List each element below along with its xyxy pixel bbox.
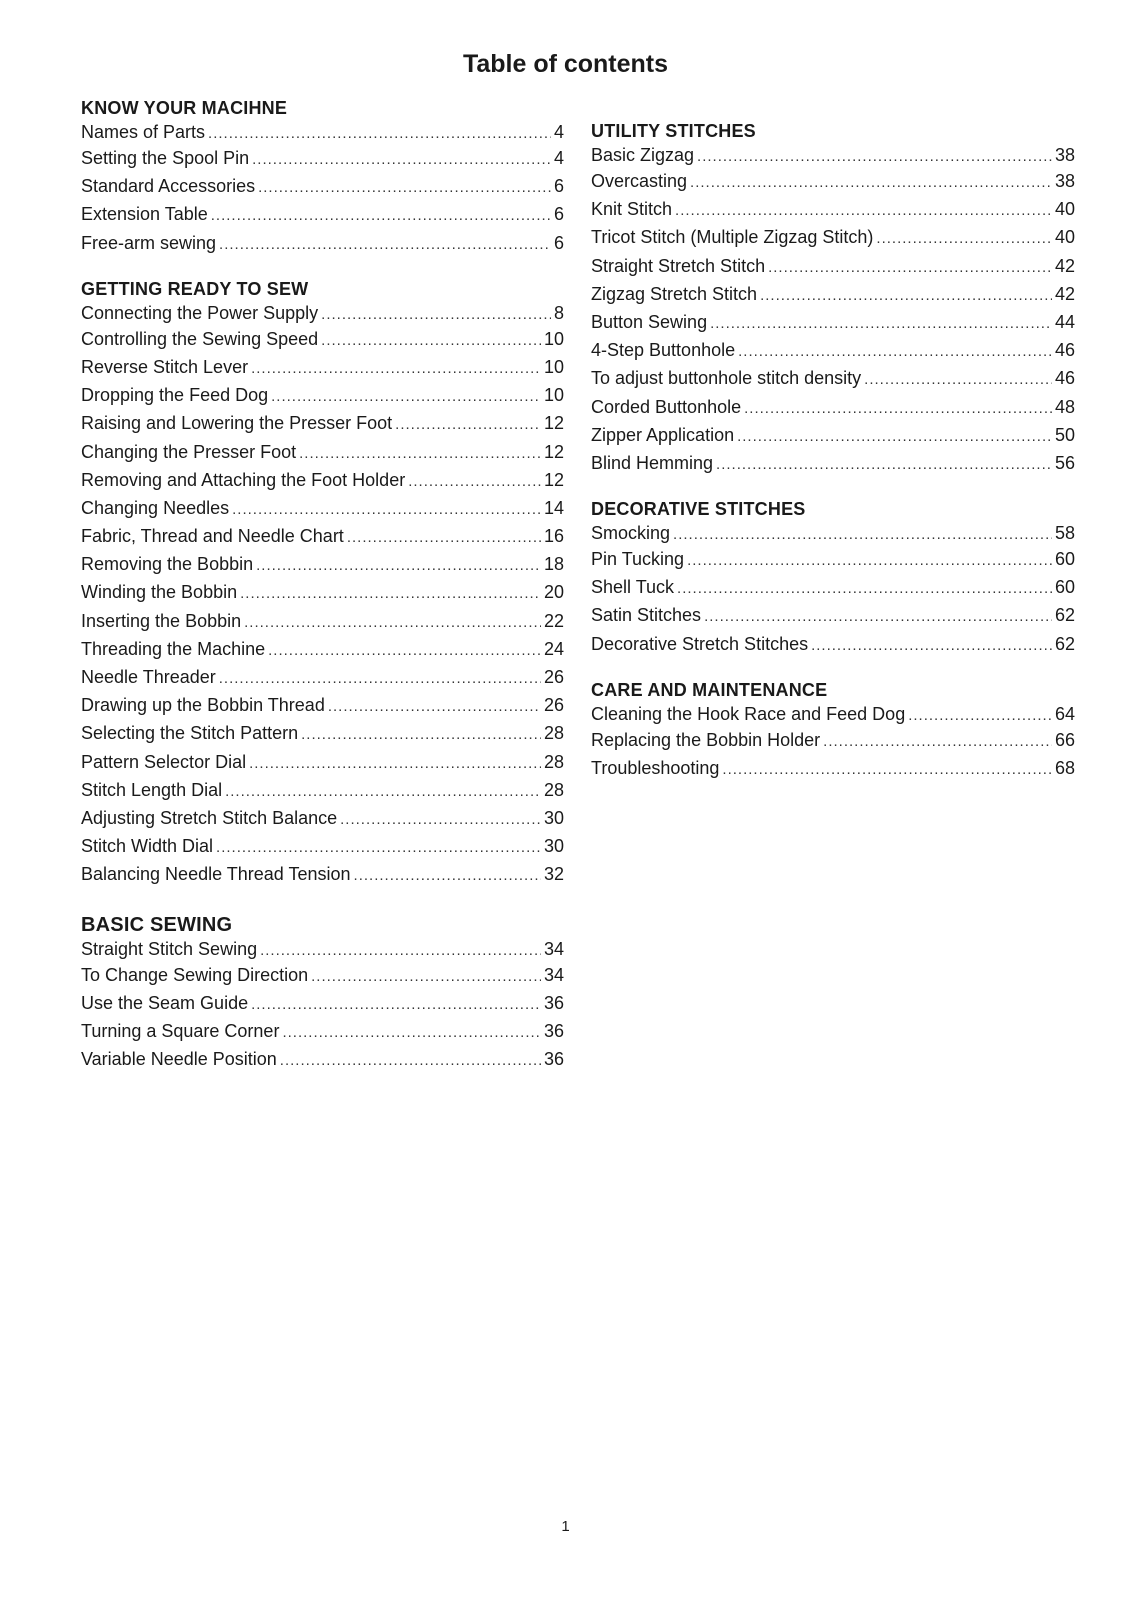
toc-entry[interactable]: [591, 449, 1075, 477]
entry-page: 42: [1054, 255, 1075, 276]
toc-entry[interactable]: [591, 545, 1075, 573]
dot-leader: [876, 225, 1052, 253]
entry-page: 34: [543, 938, 564, 959]
entry-page: 48: [1054, 396, 1075, 417]
section-heading: BASIC SEWING: [81, 913, 233, 936]
toc-entry[interactable]: [81, 550, 564, 578]
dot-leader: [299, 440, 541, 468]
toc-entry[interactable]: [81, 937, 564, 961]
entry-page: 6: [553, 232, 564, 253]
dot-leader: [768, 254, 1052, 282]
dot-leader: [271, 383, 541, 411]
entry-page: 30: [543, 836, 564, 857]
toc-entry[interactable]: [81, 353, 564, 381]
entry-title: Shell Tuck: [591, 577, 675, 598]
toc-entry[interactable]: [81, 381, 564, 409]
toc-entry[interactable]: [81, 144, 564, 172]
entry-page: 4: [553, 122, 564, 142]
entry-title: Knit Stitch: [591, 199, 673, 220]
entry-page: 10: [543, 356, 564, 377]
toc-entry[interactable]: [591, 630, 1075, 658]
dot-leader: [282, 1019, 541, 1047]
toc-section: [591, 678, 1075, 782]
dot-leader: [268, 637, 541, 665]
dot-leader: [240, 580, 541, 608]
entry-title: Free-arm sewing: [81, 232, 217, 253]
entry-title: Blind Hemming: [591, 452, 714, 473]
dot-leader: [823, 728, 1052, 756]
toc-entry[interactable]: [81, 466, 564, 494]
entry-title: Balancing Needle Thread Tension: [81, 864, 351, 885]
entry-page: 44: [1054, 311, 1075, 332]
toc-entry[interactable]: [591, 726, 1075, 754]
entry-title: Controlling the Sewing Speed: [81, 328, 319, 349]
entry-title: Pin Tucking: [591, 549, 685, 570]
entry-page: 64: [1054, 703, 1075, 724]
dot-leader: [244, 609, 541, 637]
entry-page: 28: [543, 751, 564, 772]
entry-page: 12: [543, 441, 564, 462]
entry-title: Troubleshooting: [591, 758, 720, 778]
entry-page: 6: [553, 176, 564, 197]
entry-page: 34: [543, 964, 564, 985]
dot-leader: [260, 939, 541, 963]
entry-page: 60: [1054, 577, 1075, 598]
entry-page: 26: [543, 667, 564, 687]
dot-leader: [716, 451, 1052, 479]
entry-title: Drawing up the Bobbin Thread: [81, 695, 325, 716]
entry-page: 46: [1054, 368, 1075, 389]
toc-entry[interactable]: [81, 578, 564, 606]
dot-leader: [208, 122, 551, 146]
toc-section: [591, 497, 1075, 658]
toc-entry[interactable]: [81, 776, 564, 804]
dot-leader: [408, 468, 541, 496]
toc-entry[interactable]: [81, 832, 564, 860]
dot-leader: [760, 282, 1052, 310]
dot-leader: [673, 523, 1052, 547]
entry-title: Dropping the Feed Dog: [81, 385, 269, 406]
toc-entry[interactable]: [591, 252, 1075, 280]
dot-leader: [311, 963, 541, 991]
toc-entry[interactable]: [81, 635, 564, 663]
entry-page: 62: [1054, 605, 1075, 626]
entry-title: Cleaning the Hook Race and Feed Dog: [591, 703, 906, 724]
entry-title: Adjusting Stretch Stitch Balance: [81, 807, 338, 828]
entry-title: Straight Stretch Stitch: [591, 255, 766, 276]
entry-title: Satin Stitches: [591, 605, 702, 626]
entry-title: Corded Buttonhole: [591, 396, 742, 417]
entry-page: 58: [1054, 523, 1075, 544]
entry-page: 40: [1054, 227, 1075, 248]
toc-entry[interactable]: [81, 301, 564, 325]
toc-entry[interactable]: [81, 229, 564, 257]
dot-leader: [737, 423, 1052, 451]
toc-entry[interactable]: [81, 172, 564, 200]
entry-page: 4: [553, 148, 564, 168]
entry-page: 20: [543, 582, 564, 603]
entry-title: Extension Table: [81, 204, 208, 225]
dot-leader: [216, 834, 541, 862]
dot-leader: [690, 169, 1052, 197]
entry-page: 16: [543, 526, 564, 547]
entry-page: 26: [543, 695, 564, 716]
entry-page: 8: [553, 302, 564, 323]
toc-entry[interactable]: [81, 691, 564, 719]
toc-entry[interactable]: [591, 754, 1075, 782]
dot-leader: [252, 146, 551, 174]
entry-page: 40: [1054, 199, 1075, 220]
entry-title: Inserting the Bobbin: [81, 610, 242, 631]
toc-left-column: [81, 96, 564, 1073]
entry-title: Changing the Presser Foot: [81, 441, 297, 462]
toc-entry[interactable]: [81, 607, 564, 635]
entry-title: Needle Threader: [81, 667, 216, 687]
dot-leader: [249, 750, 541, 778]
dot-leader: [219, 665, 541, 693]
dot-leader: [340, 806, 541, 834]
page-title: Table of contents: [462, 50, 669, 78]
entry-title: Turning a Square Corner: [81, 1020, 280, 1041]
entry-title: Raising and Lowering the Presser Foot: [81, 413, 393, 434]
toc-entry[interactable]: [591, 601, 1075, 629]
dot-leader: [710, 310, 1052, 338]
entry-title: 4-Step Buttonhole: [591, 340, 736, 361]
dot-leader: [258, 174, 551, 202]
toc-entry[interactable]: [591, 308, 1075, 336]
entry-title: Selecting the Stitch Pattern: [81, 723, 299, 744]
dot-leader: [251, 991, 541, 1019]
toc-entry[interactable]: [591, 143, 1075, 167]
toc-entry[interactable]: [81, 748, 564, 776]
dot-leader: [280, 1047, 541, 1075]
toc-section: [591, 119, 1075, 477]
toc-entry[interactable]: [81, 325, 564, 353]
entry-page: 28: [543, 779, 564, 800]
dot-leader: [347, 524, 541, 552]
toc-entry[interactable]: [81, 961, 564, 989]
entry-title: Threading the Machine: [81, 638, 266, 659]
section-heading: UTILITY STITCHES: [591, 121, 756, 141]
toc-entry[interactable]: [591, 573, 1075, 601]
entry-title: Overcasting: [591, 171, 688, 191]
entry-title: Winding the Bobbin: [81, 582, 238, 603]
dot-leader: [328, 693, 541, 721]
toc-entry[interactable]: [81, 409, 564, 437]
entry-title: Removing and Attaching the Foot Holder: [81, 469, 406, 490]
entry-title: Standard Accessories: [81, 176, 256, 197]
entry-title: To adjust buttonhole stitch density: [591, 368, 862, 389]
dot-leader: [677, 575, 1052, 603]
entry-page: 56: [1054, 452, 1075, 473]
entry-list: [81, 301, 564, 889]
section-heading: CARE AND MAINTENANCE: [591, 679, 828, 700]
toc-entry[interactable]: [81, 200, 564, 228]
entry-title: Removing the Bobbin: [81, 554, 254, 575]
entry-title: Button Sewing: [591, 311, 708, 332]
entry-page: 50: [1054, 424, 1075, 445]
toc-entry[interactable]: [591, 364, 1075, 392]
entry-list: [591, 702, 1075, 782]
toc-entry[interactable]: [81, 522, 564, 550]
toc-right-column: [591, 119, 1075, 782]
toc-section: [81, 913, 564, 1074]
toc-entry[interactable]: [81, 719, 564, 747]
toc-entry[interactable]: [591, 521, 1075, 545]
entry-list: [81, 120, 564, 257]
section-heading: GETTING READY TO SEW: [81, 278, 309, 299]
entry-page: 24: [543, 638, 564, 659]
entry-list: [81, 937, 564, 1074]
entry-title: Names of Parts: [81, 122, 206, 142]
dot-leader: [211, 202, 551, 230]
entry-title: Zigzag Stretch Stitch: [591, 283, 758, 304]
toc-entry[interactable]: [81, 1017, 564, 1045]
entry-page: 22: [543, 610, 564, 631]
entry-title: Fabric, Thread and Needle Chart: [81, 526, 344, 547]
entry-page: 46: [1054, 340, 1075, 361]
entry-page: 60: [1054, 549, 1075, 570]
toc-entry[interactable]: [81, 989, 564, 1017]
toc-entry[interactable]: [81, 860, 564, 888]
section-heading: KNOW YOUR MACIHNE: [81, 98, 288, 118]
entry-page: 30: [543, 807, 564, 828]
entry-title: Use the Seam Guide: [81, 992, 249, 1013]
entry-page: 14: [543, 497, 564, 518]
toc-entry[interactable]: [81, 438, 564, 466]
toc-entry[interactable]: [81, 804, 564, 832]
dot-leader: [687, 547, 1052, 575]
toc-entry[interactable]: [81, 120, 564, 144]
entry-list: [591, 143, 1075, 477]
entry-page: 36: [543, 1020, 564, 1041]
toc-entry[interactable]: [591, 393, 1075, 421]
dot-leader: [256, 552, 541, 580]
entry-title: Changing Needles: [81, 497, 230, 518]
dot-leader: [738, 338, 1052, 366]
dot-leader: [675, 197, 1052, 225]
entry-title: Smocking: [591, 523, 671, 544]
toc-entry[interactable]: [81, 494, 564, 522]
entry-page: 36: [543, 1049, 564, 1070]
entry-page: 32: [543, 864, 564, 885]
entry-page: 62: [1054, 633, 1075, 654]
entry-title: Stitch Width Dial: [81, 836, 214, 857]
entry-title: Pattern Selector Dial: [81, 751, 247, 772]
entry-title: Tricot Stitch (Multiple Zigzag Stitch): [591, 227, 874, 248]
entry-title: To Change Sewing Direction: [81, 964, 309, 985]
toc-section: [81, 96, 564, 257]
toc-entry[interactable]: [591, 421, 1075, 449]
entry-title: Replacing the Bobbin Holder: [591, 729, 821, 750]
toc-entry[interactable]: [591, 280, 1075, 308]
entry-title: Zipper Application: [591, 424, 735, 445]
entry-page: 18: [543, 554, 564, 575]
entry-page: 28: [543, 723, 564, 744]
dot-leader: [321, 303, 551, 327]
dot-leader: [225, 778, 541, 806]
entry-title: Straight Stitch Sewing: [81, 938, 258, 959]
entry-page: 6: [553, 204, 564, 225]
entry-page: 12: [543, 413, 564, 434]
entry-title: Setting the Spool Pin: [81, 148, 250, 168]
toc-entry[interactable]: [81, 1045, 564, 1073]
entry-page: 36: [543, 992, 564, 1013]
dot-leader: [697, 145, 1052, 169]
entry-page: 38: [1054, 145, 1075, 165]
section-heading: DECORATIVE STITCHES: [591, 499, 806, 520]
toc-section: [81, 277, 564, 889]
toc-entry[interactable]: [81, 663, 564, 691]
toc-entry[interactable]: [591, 702, 1075, 726]
toc-entry[interactable]: [591, 336, 1075, 364]
dot-leader: [811, 632, 1052, 660]
dot-leader: [744, 395, 1052, 423]
entry-title: Decorative Stretch Stitches: [591, 633, 809, 654]
page-number: 1: [561, 1518, 570, 1535]
dot-leader: [908, 704, 1052, 728]
dot-leader: [864, 366, 1052, 394]
entry-page: 38: [1054, 171, 1075, 191]
dot-leader: [321, 327, 541, 355]
entry-page: 42: [1054, 283, 1075, 304]
entry-page: 10: [543, 385, 564, 406]
dot-leader: [704, 603, 1052, 631]
toc-entry[interactable]: [591, 223, 1075, 251]
entry-list: [591, 521, 1075, 658]
entry-page: 10: [543, 328, 564, 349]
dot-leader: [354, 862, 541, 890]
toc-entry[interactable]: [591, 167, 1075, 195]
dot-leader: [301, 721, 541, 749]
dot-leader: [232, 496, 541, 524]
toc-entry[interactable]: [591, 195, 1075, 223]
entry-title: Basic Zigzag: [591, 145, 695, 165]
dot-leader: [219, 231, 551, 259]
dot-leader: [395, 411, 541, 439]
entry-title: Variable Needle Position: [81, 1049, 277, 1070]
dot-leader: [251, 355, 541, 383]
entry-page: 66: [1054, 729, 1075, 750]
entry-title: Reverse Stitch Lever: [81, 356, 249, 377]
entry-title: Connecting the Power Supply: [81, 302, 319, 323]
dot-leader: [722, 756, 1052, 784]
entry-page: 12: [543, 469, 564, 490]
entry-title: Stitch Length Dial: [81, 779, 223, 800]
entry-page: 68: [1054, 758, 1075, 778]
